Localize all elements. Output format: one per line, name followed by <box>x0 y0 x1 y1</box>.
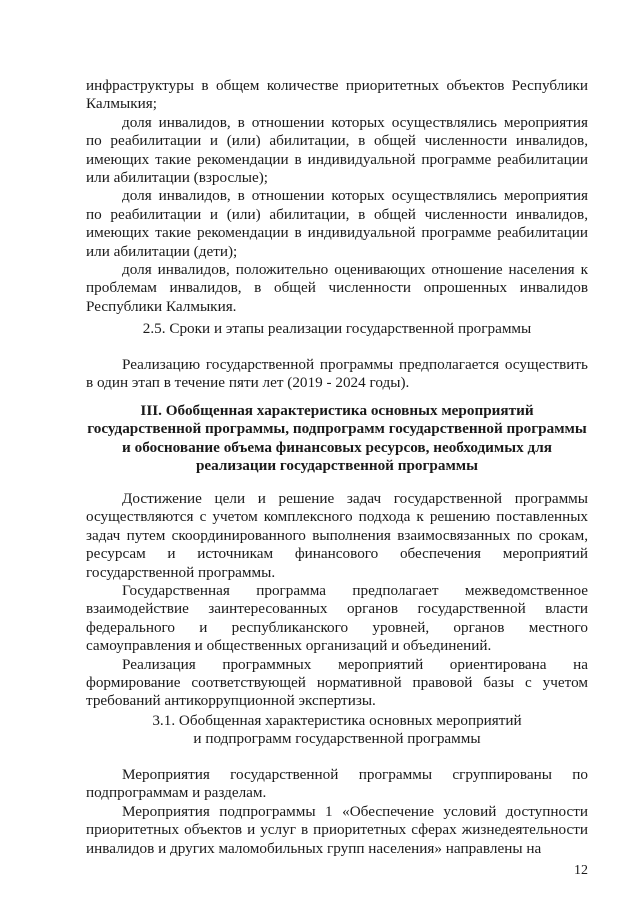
section-2-5-heading: 2.5. Сроки и этапы реализации государственной программы <box>142 320 532 337</box>
section-III-paragraph-3: Реализация программных мероприятий ориентирована на формирование соответствующей нормативной правовой базы с учетом требований антикоррупционной экспертизы. <box>86 655 588 710</box>
section-III-paragraph-2: Государственная программа предполагает межведомственное взаимодействие заинтересованных органов государственной власти федерального и республиканского уровней, органов местного самоуправления и общественных организаций и объединений. <box>86 582 588 655</box>
section-III-body <box>86 490 588 711</box>
section-2-5-body <box>86 356 588 393</box>
indicator-children: доля инвалидов, в отношении которых осуществлялись мероприятия по реабилитации и (или) абилитации, в общей численности инвалидов, имеющих такие рекомендации в индивидуальной программе реабилитации или абилитации (дети); <box>86 187 588 260</box>
section-3-1-body <box>86 766 588 858</box>
page-number: 12 <box>574 863 588 878</box>
section-III <box>86 402 588 476</box>
indicators-block <box>86 77 588 316</box>
indicator-adults: доля инвалидов, в отношении которых осуществлялись мероприятия по реабилитации и (или) абилитации, в общей численности инвалидов, имеющих такие рекомендации в индивидуальной программе реабилитации или абилитации (взрослые); <box>86 113 588 187</box>
section-3-1-paragraph-1: Мероприятия государственной программы сгруппированы по подпрограммам и разделам. <box>86 766 588 802</box>
section-3-1 <box>86 712 588 749</box>
intro-continuation: инфраструктуры в общем количестве приоритетных объектов Республики Калмыкия; <box>86 77 588 113</box>
section-3-1-heading-line-2: и подпрограмм государственной программы <box>193 730 481 748</box>
section-3-1-paragraph-2: Мероприятия подпрограммы 1 «Обеспечение условий доступности приоритетных объектов и услуг в приоритетных сферах жизнедеятельности инвалидов и других маломобильных групп населения» направлены на <box>86 802 588 857</box>
section-2-5-paragraph: Реализацию государственной программы предполагается осуществить в один этап в течение пяти лет (2019 - 2024 годы). <box>86 356 588 392</box>
indicator-attitude: доля инвалидов, положительно оценивающих отношение населения к проблемам инвалидов, в общей численности опрошенных инвалидов Республики Калмыкия. <box>86 261 588 315</box>
section-III-heading: III. Обобщенная характеристика основных мероприятий государственной программы, подпрограмм государственной программы и обоснование объема финансовых ресурсов, необходимых для реализации государственной программы <box>87 402 587 475</box>
section-2-5 <box>86 320 588 338</box>
section-III-paragraph-1: Достижение цели и решение задач государственной программы осуществляются с учетом комплексного подхода к решению поставленных задач путем скоординированного выполнения взаимосвязанных по срокам, ресурсам и источникам финансового обеспечения мероприятий государственной программы. <box>86 490 588 581</box>
section-3-1-heading-line-1: 3.1. Обобщенная характеристика основных мероприятий <box>152 712 522 729</box>
